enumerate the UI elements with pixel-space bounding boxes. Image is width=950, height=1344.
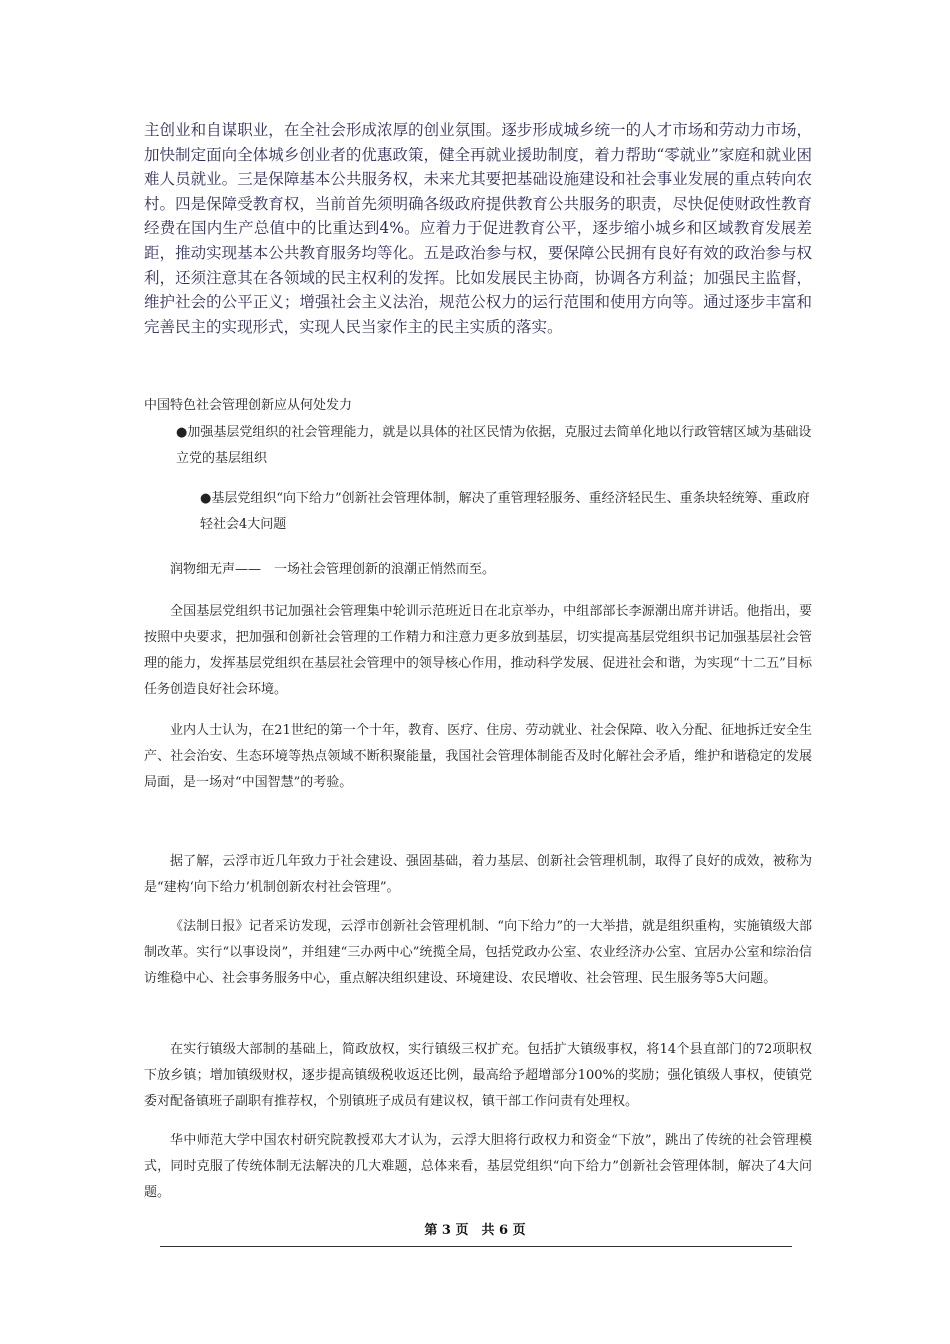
summary-bullet-2: ●基层党组织“向下给力”创新社会管理体制，解决了重管理轻服务、重经济轻民生、重条块轻统筹、重政府轻社会4大问题 bbox=[200, 491, 810, 532]
page-number: 第 3 页 共 6 页 bbox=[424, 1223, 526, 1238]
article-title: 中国特色社会管理创新应从何处发力 bbox=[144, 398, 353, 413]
body-paragraph-4: 据了解，云浮市近几年致力于社会建设、强固基础，着力基层、创新社会管理机制，取得了良好的成效，被称为是“建构‘向下给力’机制创新农村社会管理”。 bbox=[144, 854, 812, 895]
intro-paragraph: 主创业和自谋职业，在全社会形成浓厚的创业氛围。逐步形成城乡统一的人才市场和劳动力市场，加快制定面向全体城乡创业者的优惠政策，健全再就业援助制度，着力帮助“零就业”家庭和就业困难人员就业。三是保障基本公共服务权，未来尤其要把基础设施建设和社会事业发展的重点转向农村。四是保障受教育权，当前首先须明确各级政府提供教育公共服务的职责，尽快促使财政性教育经费在国内生产总值中的比重达到4%。应着力于促进教育公平，逐步缩小城乡和区域教育发展差距，推动实现基本公共教育服务均等化。五是政治参与权，要保障公民拥有良好有效的政治参与权利，还须注意其在各领域的民主权利的发挥。比如发展民主协商，协调各方利益；加强民主监督，维护社会的公平正义；增强社会主义法治，规范公权力的运行范围和使用方向等。通过逐步丰富和完善民主的实现形式，实现人民当家作主的民主实质的落实。 bbox=[144, 121, 812, 336]
body-paragraph-3: 业内人士认为，在21世纪的第一个十年，教育、医疗、住房、劳动就业、社会保障、收入分配、征地拆迁安全生产、社会治安、生态环境等热点领域不断积聚能量，我国社会管理体制能否及时化解社会矛盾，维护和谐稳定的发展局面，是一场对“中国智慧”的考验。 bbox=[144, 723, 812, 790]
footer-divider bbox=[160, 1246, 792, 1247]
body-paragraph-7: 华中师范大学中国农村研究院教授邓大才认为，云浮大胆将行政权力和资金“下放”，跳出了传统的社会管理模式，同时克服了传统体制无法解决的几大难题，总体来看，基层党组织“向下给力”创新社会管理体制，解决了4大问题。 bbox=[144, 1133, 812, 1200]
body-paragraph-1: 润物细无声—— 一场社会管理创新的浪潮正悄然而至。 bbox=[170, 562, 496, 577]
body-paragraph-5: 《法制日报》记者采访发现，云浮市创新社会管理机制、“向下给力”的一大举措，就是组织重构，实施镇级大部制改革。实行“以事设岗”，并组建“三办两中心”统揽全局，包括党政办公室、农业经济办公室、宜居办公室和综治信访维稳中心、社会事务服务中心，重点解决组织建设、环境建设、农民增收、社会管理、民生服务等5大问题。 bbox=[144, 919, 812, 986]
body-paragraph-2: 全国基层党组织书记加强社会管理集中轮训示范班近日在北京举办，中组部部长李源潮出席并讲话。他指出，要按照中央要求，把加强和创新社会管理的工作精力和注意力更多放到基层，切实提高基层党组织书记加强基层社会管理的能力，发挥基层党组织在基层社会管理中的领导核心作用，推动科学发展、促进社会和谐，为实现“十二五”目标任务创造良好社会环境。 bbox=[144, 604, 812, 697]
body-paragraph-6: 在实行镇级大部制的基础上，简政放权，实行镇级三权扩充。包括扩大镇级事权，将14个县直部门的72项职权下放乡镇；增加镇级财权，逐步提高镇级税收返还比例，最高给予超增部分100%的奖励；强化镇级人事权，使镇党委对配备镇班子副职有推荐权，个别镇班子成员有建议权，镇干部工作问责有处理权。 bbox=[144, 1042, 812, 1109]
summary-bullet-1: ●加强基层党组织的社会管理能力，就是以具体的社区民情为依据，克服过去简单化地以行政管辖区域为基础设立党的基层组织 bbox=[176, 425, 812, 466]
